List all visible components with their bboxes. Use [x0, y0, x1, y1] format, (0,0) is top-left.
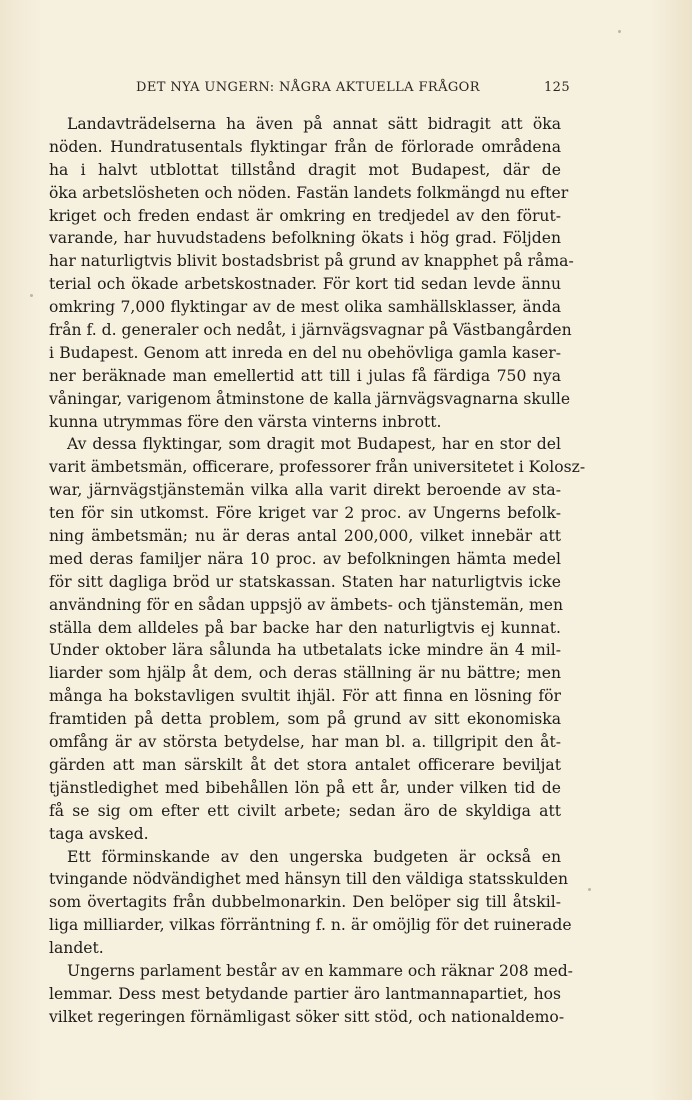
text-line: med deras familjer nära 10 proc. av befolkningen hämta medel	[49, 549, 561, 568]
text-line: ställa dem alldeles på bar backe har den naturligtvis ej kunnat.	[49, 618, 561, 637]
text-line: kriget och freden endast är omkring en tredjedel av den förut-	[49, 206, 561, 225]
paper-speck	[588, 888, 591, 891]
text-line: många ha bokstavligen svultit ihjäl. För att finna en lösning för	[49, 687, 561, 706]
text-line: tjänstledighet med bibehållen lön på ett år, under vilken tid de	[49, 778, 561, 797]
text-line: i Budapest. Genom att inreda en del nu obehövliga gamla kaser-	[49, 343, 561, 362]
text-line: har naturligtvis blivit bostadsbrist på grund av knapphet på råma-	[49, 252, 574, 271]
text-line: Landavträdelserna ha även på annat sätt bidragit att öka	[67, 115, 561, 133]
text-line: öka arbetslösheten och nöden. Fastän landets folkmängd nu efter	[49, 183, 569, 202]
text-line: terial och ökade arbetskostnader. För kort tid sedan levde ännu	[49, 275, 561, 294]
text-line: kunna utrymmas före den värsta vinterns inbrott.	[49, 412, 442, 431]
text-line: våningar, varigenom åtminstone de kalla järnvägsvagnarna skulle	[49, 389, 571, 408]
text-line: ner beräknade man emellertid att till i julas få färdiga 750 nya	[49, 366, 561, 385]
paper-speck	[30, 294, 33, 297]
text-line: liga milliarder, vilkas förräntning f. n. är omöjlig för det ruinerade	[49, 916, 572, 935]
page-number: 125	[543, 80, 570, 95]
text-line: lemmar. Dess mest betydande partier äro lantmannapartiet, hos	[49, 984, 561, 1003]
text-line: taga avsked.	[49, 824, 149, 843]
text-line: för sitt dagliga bröd ur statskassan. Staten har naturligtvis icke	[49, 572, 561, 591]
text-line: nöden. Hundratusentals flyktingar från de förlorade områdena	[49, 137, 561, 156]
text-line: omfång är av största betydelse, har man bl. a. tillgripit den åt-	[49, 733, 561, 752]
text-line: liarder som hjälp åt dem, och deras ställning är nu bättre; men	[49, 664, 561, 683]
text-line: Av dessa flyktingar, som dragit mot Budapest, har en stor del	[67, 435, 561, 454]
text-line: ning ämbetsmän; nu är deras antal 200,000, vilket innebär att	[49, 527, 561, 546]
running-head	[136, 80, 570, 100]
text-line: få se sig om efter ett civilt arbete; sedan äro de skyldiga att	[49, 801, 561, 820]
paper-speck	[618, 30, 621, 33]
body-text	[49, 113, 586, 1029]
running-title: DET NYA UNGERN: NÅGRA AKTUELLA FRÅGOR	[136, 80, 480, 95]
text-line: ten för sin utkomst. Före kriget var 2 proc. av Ungerns befolk-	[49, 504, 561, 523]
text-line: Ett förminskande av den ungerska budgeten är också en	[67, 847, 561, 866]
text-line: omkring 7,000 flyktingar av de mest olika samhällsklasser, ända	[49, 298, 561, 317]
text-line: gärden att man särskilt åt det stora antalet officerare beviljat	[49, 755, 561, 774]
text-line: varit ämbetsmän, officerare, professorer från universitetet i Kolosz-	[49, 458, 586, 477]
text-line: war, järnvägstjänstemän vilka alla varit direkt beroende av sta-	[49, 481, 561, 500]
text-line: användning för en sådan uppsjö av ämbets- och tjänstemän, men	[49, 595, 564, 614]
text-line: ha i halvt utblottat tillstånd dragit mot Budapest, där de	[49, 160, 561, 179]
text-line: tvingande nödvändighet med hänsyn till den väldiga statsskulden	[49, 870, 569, 889]
text-line: Under oktober lära sålunda ha utbetalats icke mindre än 4 mil-	[49, 641, 561, 660]
text-line: som övertagits från dubbelmonarkin. Den belöper sig till åtskil-	[49, 893, 561, 912]
text-line: från f. d. generaler och nedåt, i järnvägsvagnar på Västbangården	[49, 321, 572, 340]
text-line: varande, har huvudstadens befolkning ökats i hög grad. Följden	[49, 229, 561, 248]
text-line: landet.	[49, 939, 104, 958]
text-line: vilket regeringen förnämligast söker sitt stöd, och nationaldemo-	[49, 1007, 565, 1026]
text-line: Ungerns parlament består av en kammare och räknar 208 med-	[67, 961, 573, 980]
text-line: framtiden på detta problem, som på grund av sitt ekonomiska	[49, 710, 561, 729]
